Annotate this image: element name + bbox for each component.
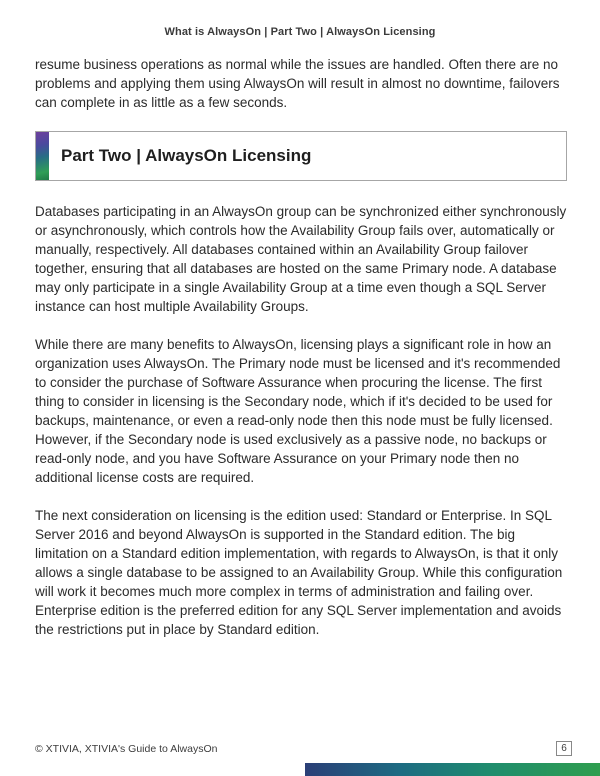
page-footer bbox=[35, 741, 572, 756]
footer-gradient-bar bbox=[305, 763, 600, 776]
gradient-accent-bar bbox=[36, 132, 49, 180]
section-heading bbox=[35, 131, 567, 181]
intro-paragraph: resume business operations as normal while the issues are handled. Often there are no problems and applying them using AlwaysOn will result in almost no downtime, failovers can complete in as little as a few seconds. bbox=[35, 57, 560, 110]
paragraph-editions: The next consideration on licensing is the edition used: Standard or Enterprise. In SQL Server 2016 and beyond AlwaysOn is supported in the Standard edition. The big limitation on a Standard edition implementation, with regards to AlwaysOn, is that it only allows a single database to be assigned to an Availability Group. While this configuration will work it becomes much more complex in terms of administration and failing over. Enterprise edition is the preferred edition for any SQL Server implementation and avoids the restrictions put in place by Standard edition. bbox=[35, 508, 563, 637]
section-title: Part Two | AlwaysOn Licensing bbox=[61, 146, 312, 165]
paragraph-licensing-role: While there are many benefits to AlwaysOn, licensing plays a significant role in how an organization uses AlwaysOn. The Primary node must be licensed and it's recommended to consider the purchase of Software Assurance when procuring the license. The first thing to consider in licensing is the Secondary node, which if it's decided to be used for backups, maintenance, or even a read-only node then this node must be fully licensed. However, if the Secondary node is used exclusively as a passive node, no backups or read-only node, and you have Software Assurance on your Primary node then no additional license costs are required. bbox=[35, 337, 561, 485]
copyright-text: © XTIVIA, XTIVIA's Guide to AlwaysOn bbox=[35, 742, 218, 755]
running-header: What is AlwaysOn | Part Two | AlwaysOn Licensing bbox=[164, 26, 436, 38]
paragraph-synchronization: Databases participating in an AlwaysOn group can be synchronized either synchronously or asynchronously, which controls how the Availability Group fails over, automatically or manually, respectively. All databases contained within an Availability Group failover together, ensuring that all databases are hosted on the same Primary node. A database may only participate in a single Availability Group at a time even though a SQL Server instance can host multiple Availability Groups. bbox=[35, 204, 567, 314]
page-content bbox=[0, 38, 600, 639]
page-number: 6 bbox=[556, 741, 572, 756]
